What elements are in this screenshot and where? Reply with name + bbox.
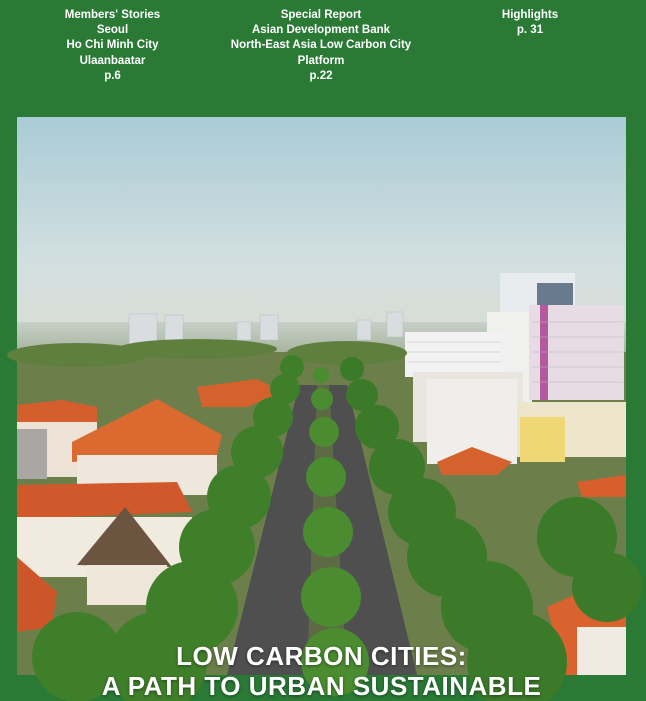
members-city-ulaanbaatar: Ulaanbaatar <box>79 54 146 67</box>
special-report-line-2: North-East Asia Low Carbon City <box>230 39 412 52</box>
special-report-page-ref: p.22 <box>309 69 333 82</box>
members-city-hcmc: Ho Chi Minh City <box>66 39 159 52</box>
special-report-section <box>221 8 421 84</box>
members-stories-section <box>40 8 185 84</box>
cover-title-line-1: LOW CARBON CITIES: <box>176 641 467 671</box>
special-report-heading: Special Report <box>280 9 362 21</box>
members-page-ref: p.6 <box>104 69 121 82</box>
special-report-line-3: Platform <box>297 54 345 67</box>
cover-title-line-2: A PATH TO URBAN SUSTAINABLE <box>101 671 542 701</box>
cover-photo <box>17 117 626 701</box>
members-city-seoul: Seoul <box>96 24 129 37</box>
members-stories-heading: Members' Stories <box>64 9 161 21</box>
highlights-page-ref: p. 31 <box>516 24 544 37</box>
city-boulevard-illustration <box>17 117 626 675</box>
highlights-section <box>480 8 580 38</box>
highlights-heading: Highlights <box>501 9 559 21</box>
special-report-line-1: Asian Development Bank <box>251 24 391 37</box>
cover-title <box>17 641 626 701</box>
